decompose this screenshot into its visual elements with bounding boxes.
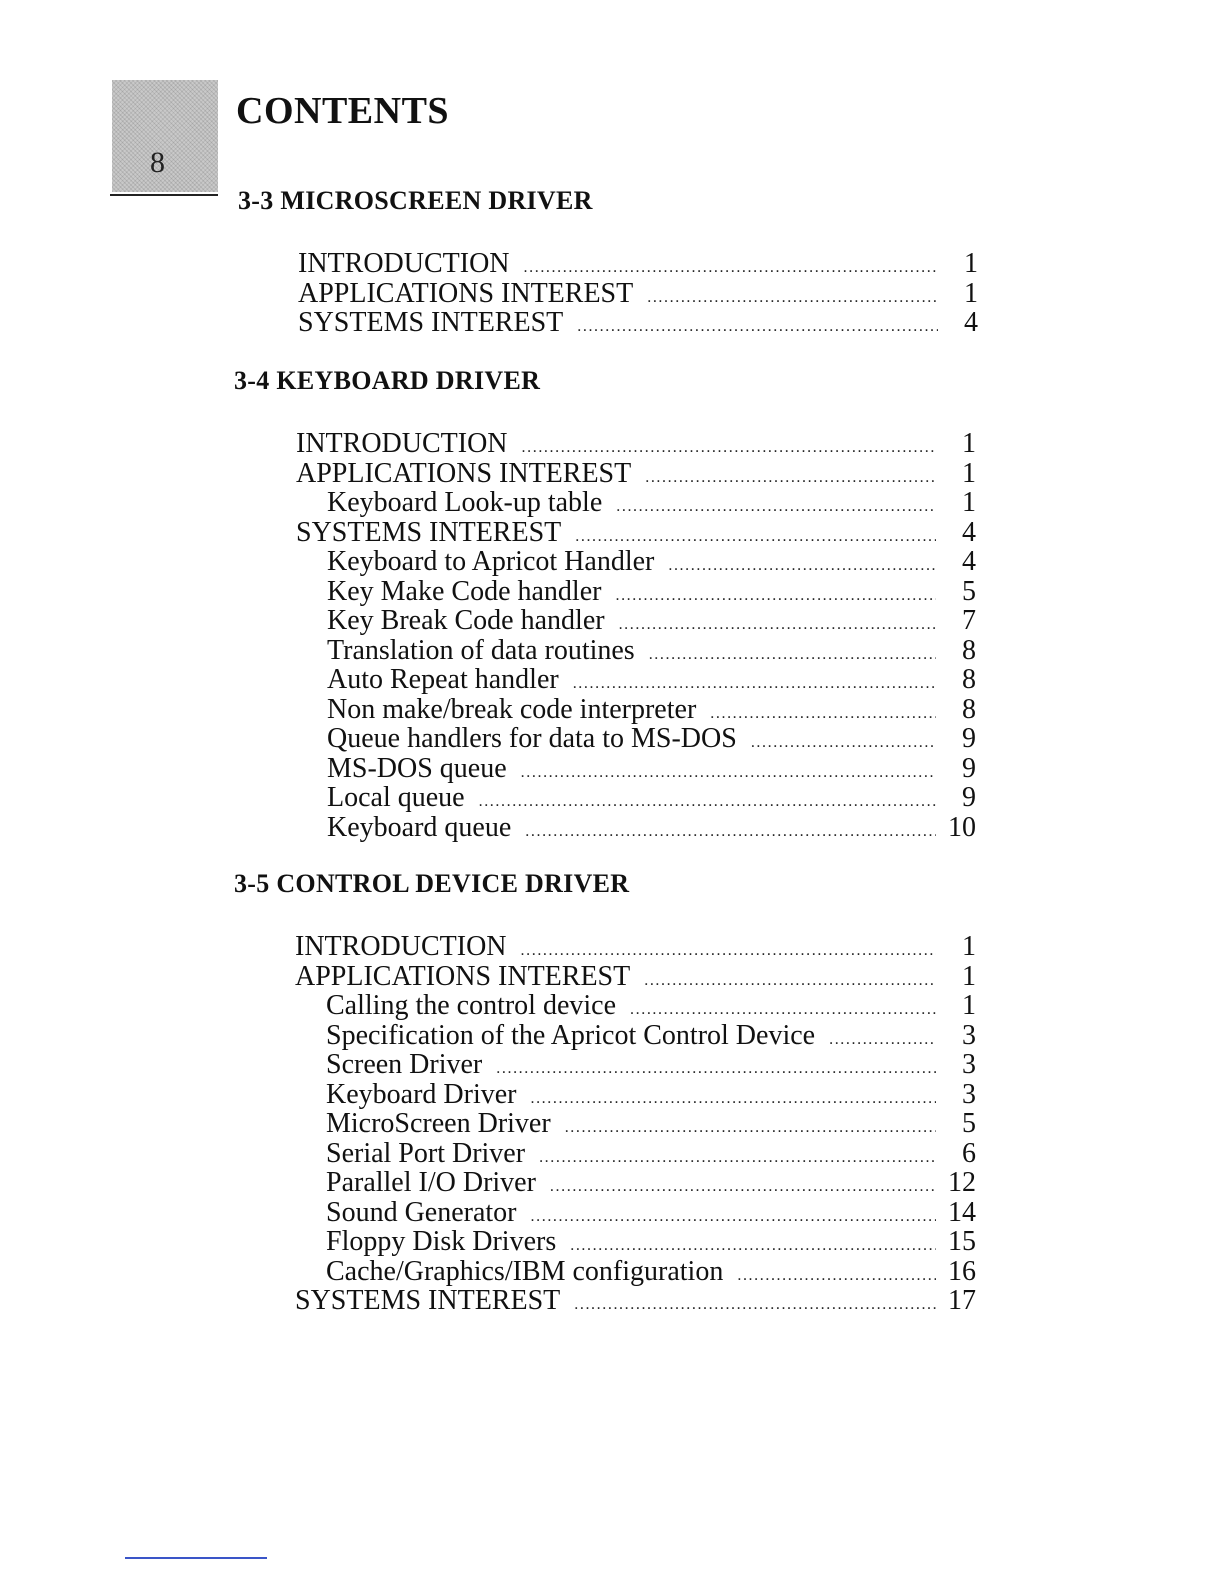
dot-leader (574, 1282, 936, 1312)
dot-leader (531, 1194, 936, 1224)
dot-leader (521, 750, 936, 780)
toc-entry (296, 661, 976, 695)
toc-entry (295, 1253, 976, 1287)
section-heading: 3-3 MICROSCREEN DRIVER (238, 186, 593, 215)
toc-entry (296, 720, 976, 754)
toc-entry-label: SYSTEMS INTEREST (296, 516, 562, 548)
toc-entry (298, 245, 978, 279)
toc-entry-page-number: 1 (962, 457, 976, 489)
toc-entry (295, 1046, 976, 1080)
dot-leader (615, 573, 936, 603)
toc-entry (296, 543, 976, 577)
dot-leader (649, 632, 936, 662)
toc-entry (295, 1282, 976, 1316)
toc-entry (296, 484, 976, 518)
toc-entry-label: APPLICATIONS INTEREST (296, 457, 632, 489)
chapter-tab-number: 8 (150, 146, 165, 179)
dot-leader (570, 1223, 936, 1253)
toc-entry (295, 928, 976, 962)
toc-entry-page-number: 1 (962, 931, 976, 962)
toc-entry-page-number: 15 (948, 1226, 976, 1257)
toc-entry-label: Local queue (327, 782, 465, 813)
toc-entry (295, 1076, 976, 1110)
toc-entry-page-number: 7 (962, 605, 976, 636)
toc-entry (295, 1194, 976, 1228)
toc-section-microscreen (238, 188, 593, 214)
toc-entry-page-number: 6 (962, 1137, 976, 1169)
toc-entry-label: APPLICATIONS INTEREST (295, 960, 631, 992)
toc-entry-label: Parallel I/O Driver (326, 1167, 536, 1198)
toc-entry-label: SYSTEMS INTEREST (295, 1285, 561, 1316)
toc-entry-page-number: 5 (962, 1108, 976, 1139)
toc-entry (296, 779, 976, 813)
toc-entry (295, 1135, 976, 1169)
toc-entry-page-number: 16 (948, 1255, 976, 1287)
dot-leader (645, 455, 936, 485)
toc-entry-label: Key Break Code handler (327, 605, 605, 636)
toc-entry-page-number: 5 (962, 575, 976, 607)
dot-leader (573, 661, 936, 691)
dot-leader (647, 275, 938, 305)
toc-entry (295, 1164, 976, 1198)
toc-entry-label: Cache/Graphics/IBM configuration (326, 1255, 724, 1287)
toc-entry-page-number: 14 (948, 1196, 976, 1228)
toc-entry-page-number: 9 (962, 723, 976, 754)
toc-entry-page-number: 8 (962, 634, 976, 666)
toc-entry (295, 1105, 976, 1139)
toc-entry-page-number: 10 (948, 811, 976, 843)
toc-entry-page-number: 4 (962, 546, 976, 577)
toc-entry-label: Keyboard Look-up table (327, 487, 603, 518)
toc-entry (295, 1223, 976, 1257)
toc-entry-label: Serial Port Driver (326, 1137, 526, 1169)
toc-entry-page-number: 1 (962, 960, 976, 992)
toc-entry (296, 514, 976, 548)
section-heading: 3-5 CONTROL DEVICE DRIVER (234, 869, 630, 898)
toc-section-keyboard (234, 368, 540, 394)
toc-entry-page-number: 1 (962, 487, 976, 518)
toc-entry-label: Keyboard Driver (326, 1078, 517, 1110)
toc-list-control-device (295, 928, 976, 1316)
toc-entry (296, 602, 976, 636)
toc-entry-page-number: 17 (948, 1285, 976, 1316)
toc-entry (296, 691, 976, 725)
toc-entry-label: Non make/break code interpreter (327, 693, 697, 725)
dot-leader (619, 602, 936, 632)
toc-entry-label: APPLICATIONS INTEREST (298, 277, 634, 309)
toc-entry (296, 573, 976, 607)
dot-leader (616, 484, 936, 514)
toc-entry-page-number: 1 (964, 277, 978, 309)
toc-list-keyboard (296, 425, 976, 843)
toc-entry-label: Key Make Code handler (327, 575, 602, 607)
toc-entry-page-number: 12 (948, 1167, 976, 1198)
dot-leader (530, 1076, 936, 1106)
chapter-tab-marker (112, 80, 218, 192)
toc-entry (298, 275, 978, 309)
toc-entry-page-number: 8 (962, 693, 976, 725)
toc-entry-label: Screen Driver (326, 1049, 483, 1080)
toc-entry-label: Auto Repeat handler (327, 664, 559, 695)
dot-leader (668, 543, 936, 573)
dot-leader (550, 1164, 936, 1194)
toc-entry-label: Keyboard queue (327, 811, 512, 843)
toc-entry-page-number: 3 (962, 1019, 976, 1051)
footer-rule (125, 1557, 267, 1559)
toc-list-microscreen (298, 245, 978, 338)
page-title: CONTENTS (236, 90, 450, 132)
toc-entry-label: Calling the control device (326, 990, 617, 1021)
dot-leader (565, 1105, 936, 1135)
toc-entry-page-number: 8 (962, 664, 976, 695)
toc-entry (295, 1017, 976, 1051)
toc-entry (296, 632, 976, 666)
toc-entry-label: INTRODUCTION (296, 428, 508, 459)
dot-leader (524, 245, 938, 275)
toc-entry-page-number: 4 (962, 516, 976, 548)
dot-leader (630, 987, 936, 1017)
dot-leader (710, 691, 936, 721)
toc-entry (296, 809, 976, 843)
toc-entry (296, 750, 976, 784)
toc-entry-label: INTRODUCTION (298, 248, 510, 279)
toc-entry-label: SYSTEMS INTEREST (298, 307, 564, 338)
dot-leader (521, 928, 936, 958)
toc-entry (295, 958, 976, 992)
toc-entry-page-number: 1 (962, 428, 976, 459)
dot-leader (525, 809, 936, 839)
dot-leader (829, 1017, 936, 1047)
toc-entry (295, 987, 976, 1021)
toc-entry-label: Sound Generator (326, 1196, 517, 1228)
toc-entry (298, 304, 978, 338)
toc-entry-label: Queue handlers for data to MS-DOS (327, 723, 737, 754)
dot-leader (644, 958, 936, 988)
toc-section-control-device (234, 871, 629, 897)
toc-entry-page-number: 3 (962, 1078, 976, 1110)
toc-entry-page-number: 1 (962, 990, 976, 1021)
toc-entry-label: MS-DOS queue (327, 752, 507, 784)
dot-leader (496, 1046, 936, 1076)
toc-entry-page-number: 1 (964, 248, 978, 279)
toc-entry-label: Floppy Disk Drivers (326, 1226, 557, 1257)
dot-leader (737, 1253, 936, 1283)
toc-entry-label: MicroScreen Driver (326, 1108, 551, 1139)
toc-entry-page-number: 9 (962, 752, 976, 784)
toc-entry (296, 425, 976, 459)
dot-leader (577, 304, 938, 334)
dot-leader (522, 425, 936, 455)
dot-leader (479, 779, 936, 809)
toc-entry-label: Specification of the Apricot Control Device (326, 1019, 816, 1051)
toc-entry-page-number: 3 (962, 1049, 976, 1080)
toc-entry-page-number: 4 (964, 307, 978, 338)
dot-leader (575, 514, 936, 544)
section-heading: 3-4 KEYBOARD DRIVER (234, 366, 541, 395)
dot-leader (751, 720, 936, 750)
toc-entry (296, 455, 976, 489)
toc-entry-label: Keyboard to Apricot Handler (327, 546, 655, 577)
toc-entry-page-number: 9 (962, 782, 976, 813)
toc-entry-label: Translation of data routines (327, 634, 635, 666)
dot-leader (539, 1135, 936, 1165)
toc-entry-label: INTRODUCTION (295, 931, 507, 962)
